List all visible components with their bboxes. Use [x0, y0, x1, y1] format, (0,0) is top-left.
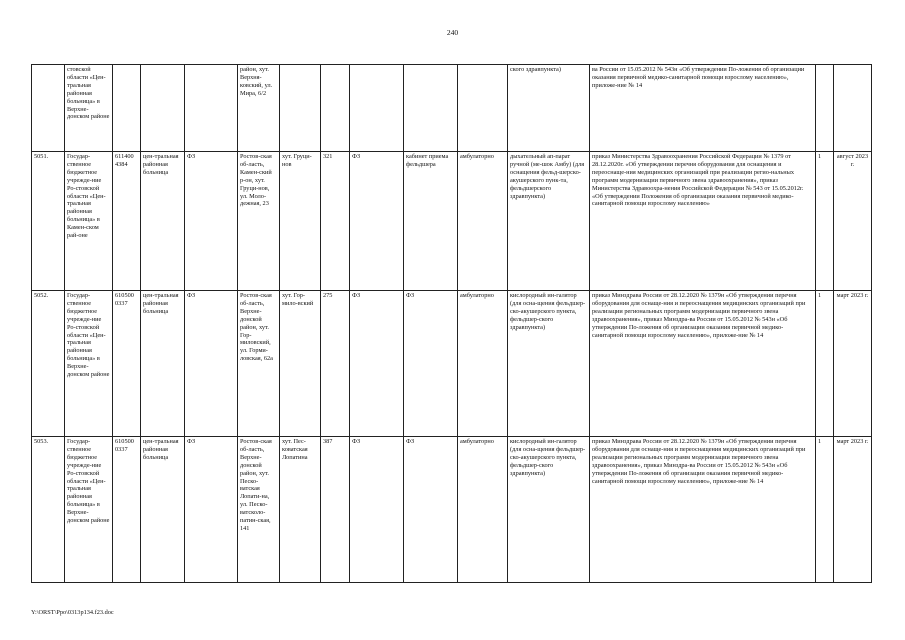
inn-cell: 610500 0337: [113, 291, 141, 437]
legal-basis-cell: ва России от 15.05.2012 № 543н «Об утверждении По-ложения об организации оказания первичной медико-санитарной помощи взрослому населению», приложе-ние № 14: [590, 65, 816, 152]
settlement-cell: хут. Груци-нов: [280, 152, 321, 291]
care-form-cell: амбулаторно: [458, 437, 508, 583]
population-cell: [321, 65, 350, 152]
page-number: 240: [446, 28, 459, 37]
quantity-cell: 1: [816, 291, 834, 437]
quantity-cell: 1: [816, 437, 834, 583]
register-table: [31, 64, 872, 583]
date-cell: март 2023 г.: [834, 291, 872, 437]
subdivision-type-cell: ФЗ: [350, 152, 404, 291]
subdivision-type-cell: [350, 65, 404, 152]
institution-type-cell: [141, 65, 185, 152]
inn-cell: [113, 65, 141, 152]
unit-cell: ФЗ: [404, 291, 458, 437]
institution-type-cell: цен-тральная районная больница: [141, 437, 185, 583]
settlement-cell: [280, 65, 321, 152]
legal-basis-cell: приказ Министерства Здравоохранения Российской Федерации № 1379 от 28.12.2020г. «Об утверждении перечня оборудования для оснащения и переоснаще-ния медицинских организаций при реализации регио-нальных программ модернизации первичного звена здравоохранения», приказ Министерства Здравоохра-нения Российской Федерации № 543 от 15.05.2012г. «Об утверждении Положения об организации оказания первичной медико-санитарной помощи взрослому населению»: [590, 152, 816, 291]
file-path-footer: Y:\ORST\Ppo\0313p134.f23.doc: [31, 609, 114, 616]
quantity-cell: [816, 65, 834, 152]
date-cell: август 2023 г.: [834, 152, 872, 291]
unit-cell: ФЗ: [404, 437, 458, 583]
care-form-cell: амбулаторно: [458, 291, 508, 437]
settlement-cell: хут. Пес-коватская Лопатина: [280, 437, 321, 583]
subdivision-type-cell: ФЗ: [350, 437, 404, 583]
legal-basis-cell: приказ Минздрава России от 28.12.2020 № 1379н «Об утверждении перечня оборудования для оснаще-ния и переоснащения медицинских организаций при реализации региональных программ модернизации первичного звена здравоохранения», приказ Минздра-ва России от 15.05.2012 № 543н «Об утверждении По-ложения об организации оказания первичной медико-санитарной помощи взрослому населению», приложе-ние № 14: [590, 437, 816, 583]
care-form-cell: амбулаторно: [458, 152, 508, 291]
equipment-cell: дыхательный ап-парат ручной (ме-шок Амбу) (для оснащения фельд-шерско-акушерского пунк-та, фельдшерского здравпункта): [508, 152, 590, 291]
table-row: [32, 437, 872, 583]
population-cell: 275: [321, 291, 350, 437]
institution-name-cell: Государ-ственное бюджетное учрежде-ние Ро-стовской области «Цен-тральная районная больница» в Камен-ском рай-оне: [65, 152, 113, 291]
facility-type-cell: ФЗ: [185, 437, 238, 583]
quantity-cell: 1: [816, 152, 834, 291]
address-cell: Ростов-ская об-ласть, Верхне-донской район, хут. Гор-миловский, ул. Горми-ловская, 62а: [238, 291, 280, 437]
address-cell: Ростов-ская об-ласть, Камен-ский р-он, хут. Груци-нов, ул. Моло-дежная, 23: [238, 152, 280, 291]
institution-type-cell: цен-тральная районная больница: [141, 291, 185, 437]
unit-cell: [404, 65, 458, 152]
table-row: [32, 152, 872, 291]
row-number-cell: 5051.: [32, 152, 65, 291]
date-cell: март 2023 г.: [834, 437, 872, 583]
row-number-cell: [32, 65, 65, 152]
institution-name-cell: стовской области «Цен-тральная районная больница» в Верхне-донском районе: [65, 65, 113, 152]
institution-name-cell: Государ-ственное бюджетное учрежде-ние Ро-стовской области «Цен-тральная районная больница» в Верхне-донском районе: [65, 437, 113, 583]
population-cell: 321: [321, 152, 350, 291]
address-cell: район, хут. Верхня-ковский, ул. Мира, 6/2: [238, 65, 280, 152]
institution-name-cell: Государ-ственное бюджетное учрежде-ние Ро-стовской области «Цен-тральная районная больница» в Верхне-донском районе: [65, 291, 113, 437]
unit-cell: кабинет приема фельдшера: [404, 152, 458, 291]
institution-type-cell: цен-тральная районная больница: [141, 152, 185, 291]
equipment-cell: ского здравпункта): [508, 65, 590, 152]
address-cell: Ростов-ская об-ласть, Верхне-донской район, хут. Песко-ватская Лопати-на, ул. Песко-ватсколо-патин-ская, 141: [238, 437, 280, 583]
inn-cell: 611400 4384: [113, 152, 141, 291]
equipment-cell: кислородный ин-галятор (для осна-щения фельдшер-ско-акушерского пункта, фельдшер-ского здравпункта): [508, 437, 590, 583]
population-cell: 387: [321, 437, 350, 583]
date-cell: [834, 65, 872, 152]
care-form-cell: [458, 65, 508, 152]
table-row: [32, 65, 872, 152]
facility-type-cell: ФЗ: [185, 152, 238, 291]
facility-type-cell: ФЗ: [185, 291, 238, 437]
legal-basis-cell: приказ Минздрава России от 28.12.2020 № 1379н «Об утверждении перечня оборудования для оснаще-ния и переоснащения медицинских организаций при реализации региональных программ модернизации первичного звена здравоохранения», приказ Минздра-ва России от 15.05.2012 № 543н «Об утверждении По-ложения об организации оказания первичной медико-санитарной помощи взрослому населению», приложе-ние № 14: [590, 291, 816, 437]
row-number-cell: 5053.: [32, 437, 65, 583]
equipment-cell: кислородный ин-галятор (для осна-щения фельдшер-ско-акушерского пункта, фельдшер-ского здравпункта): [508, 291, 590, 437]
subdivision-type-cell: ФЗ: [350, 291, 404, 437]
row-number-cell: 5052.: [32, 291, 65, 437]
facility-type-cell: [185, 65, 238, 152]
table-row: [32, 291, 872, 437]
inn-cell: 610500 0337: [113, 437, 141, 583]
settlement-cell: хут. Гор-мило-вский: [280, 291, 321, 437]
